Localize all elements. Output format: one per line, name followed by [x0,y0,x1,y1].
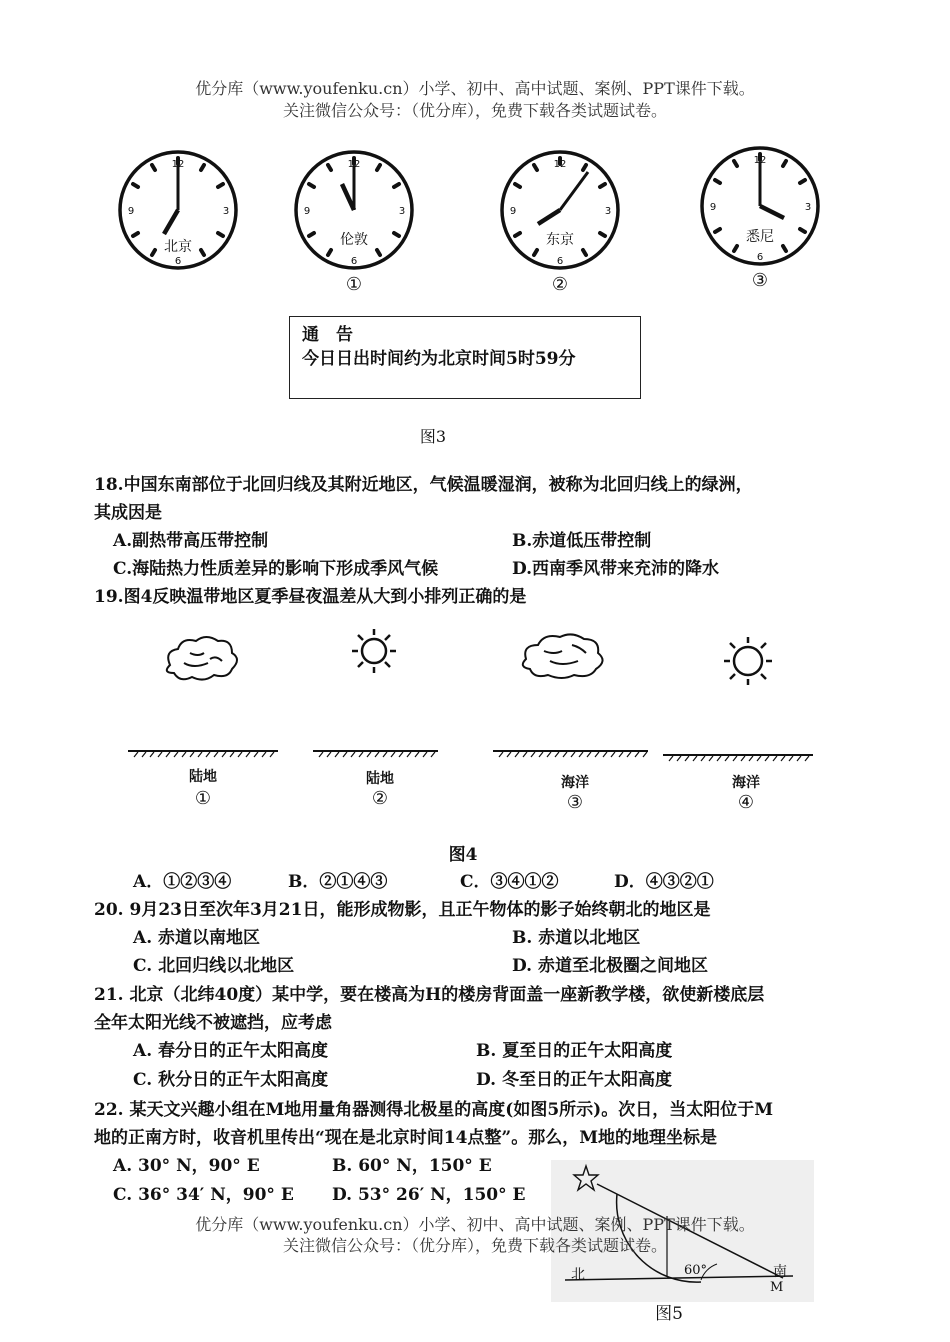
figure4-drawing [120,615,820,775]
q22-stem-line1: 22. 某天文兴趣小组在M地用量角器测得北极星的高度(如图5所示)。次日，当太阳位于M [94,1100,774,1120]
svg-text:9: 9 [709,202,717,213]
svg-text:3: 3 [398,206,406,217]
q21-stem-line2: 全年太阳光线不被遮挡，应考虑 [94,1013,332,1033]
q18-stem-line2: 其成因是 [94,503,162,523]
q20-stem: 20. 9月23日至次年3月21日，能形成物影，且正午物体的影子始终朝北的地区是 [94,900,711,920]
fig4-label-1: 陆地 [189,769,217,785]
q21-option-c: C. 秋分日的正午太阳高度 [133,1070,329,1090]
footer-line-2: 关注微信公众号：（优分库），免费下载各类试题试卷。 [282,1236,667,1255]
svg-text:6: 6 [556,256,564,267]
notice-box [289,316,641,399]
svg-text:9: 9 [303,206,311,217]
q21-option-d: D. 冬至日的正午太阳高度 [476,1070,672,1090]
clock-label-beijing: 北京 [164,239,192,255]
q19-option-d: D．④③②① [614,872,714,892]
q21-option-a: A. 春分日的正午太阳高度 [133,1041,329,1061]
fig5-south-label: 南 [773,1264,787,1280]
fig4-number-2: ② [371,788,389,809]
q20-option-b: B. 赤道以北地区 [512,928,641,948]
q22-option-b: B. 60° N，150° E [332,1156,492,1176]
svg-text:9: 9 [509,206,517,217]
sun-icon [724,637,772,685]
q19-option-a: A．①②③④ [133,872,232,892]
cloud-icon [167,637,237,680]
figure3-caption: 图3 [419,427,447,446]
clock-number-1: ① [345,274,363,295]
q20-option-c: C. 北回归线以北地区 [133,956,295,976]
footer-line-1: 优分库（www.youfenku.cn）小学、初中、高中试题、案例、PPT课件下载。 [195,1215,755,1234]
fig5-north-label: 北 [571,1267,585,1283]
q19-option-b: B．②①④③ [288,872,388,892]
fig5-angle-label: 60° [684,1263,708,1278]
clock-number-2: ② [551,274,569,295]
q18-option-b: B.赤道低压带控制 [512,531,652,551]
fig4-number-1: ① [194,788,212,809]
figure4-caption: 图4 [448,845,478,865]
q18-option-c: C.海陆热力性质差异的影响下形成季风气候 [113,559,439,579]
svg-text:3: 3 [804,202,812,213]
fig5-point-label: M [770,1280,784,1295]
sun-icon [352,629,396,673]
fig4-label-3: 海洋 [561,775,589,791]
q20-option-a: A. 赤道以南地区 [133,928,261,948]
q20-option-d: D. 赤道至北极圈之间地区 [512,956,708,976]
q21-option-b: B. 夏至日的正午太阳高度 [476,1041,673,1061]
header-line-1: 优分库（www.youfenku.cn）小学、初中、高中试题、案例、PPT课件下载。 [195,79,755,98]
q22-option-d: D. 53° 26′ N，150° E [332,1185,526,1205]
fig4-label-2: 陆地 [366,771,394,787]
header-line-2: 关注微信公众号：（优分库），免费下载各类试题试卷。 [282,101,667,120]
q22-option-a: A. 30° N，90° E [113,1156,260,1176]
svg-text:12: 12 [553,159,567,170]
svg-text:3: 3 [604,206,612,217]
q19-option-c: C．③④①② [460,872,559,892]
fig4-number-3: ③ [566,792,584,813]
q18-option-a: A.副热带高压带控制 [113,531,269,551]
svg-text:12: 12 [171,159,185,170]
q19-stem: 19.图4反映温带地区夏季昼夜温差从大到小排列正确的是 [94,587,527,607]
clocks-figure [100,140,840,310]
clock-label-london: 伦敦 [340,232,368,248]
clock-label-tokyo: 东京 [546,232,574,248]
svg-text:9: 9 [127,206,135,217]
q21-stem-line1: 21. 北京（北纬40度）某中学，要在楼高为H的楼房背面盖一座新教学楼，欲使新楼底层 [94,985,765,1005]
star-icon [574,1166,598,1190]
svg-text:12: 12 [753,155,767,166]
svg-text:6: 6 [350,256,358,267]
q18-option-d: D.西南季风带来充沛的降水 [512,559,720,579]
clock-number-3: ③ [751,270,769,291]
q18-stem-line1: 18.中国东南部位于北回归线及其附近地区，气候温暖湿润，被称为北回归线上的绿洲， [94,475,753,495]
svg-text:6: 6 [756,252,764,263]
figure5-caption: 图5 [655,1304,683,1324]
svg-text:3: 3 [222,206,230,217]
q22-option-c: C. 36° 34′ N，90° E [113,1185,294,1205]
fig4-number-4: ④ [737,792,755,813]
cloud-icon [523,634,603,678]
q22-stem-line2: 地的正南方时，收音机里传出“现在是北京时间14点整”。那么，M地的地理坐标是 [94,1128,718,1148]
clock-label-sydney: 悉尼 [746,229,774,245]
svg-text:12: 12 [347,159,361,170]
fig4-label-4: 海洋 [732,775,760,791]
svg-text:6: 6 [174,256,182,267]
notice-title: 通 告 [302,325,353,345]
notice-text: 今日日出时间约为北京时间5时59分 [302,349,576,369]
